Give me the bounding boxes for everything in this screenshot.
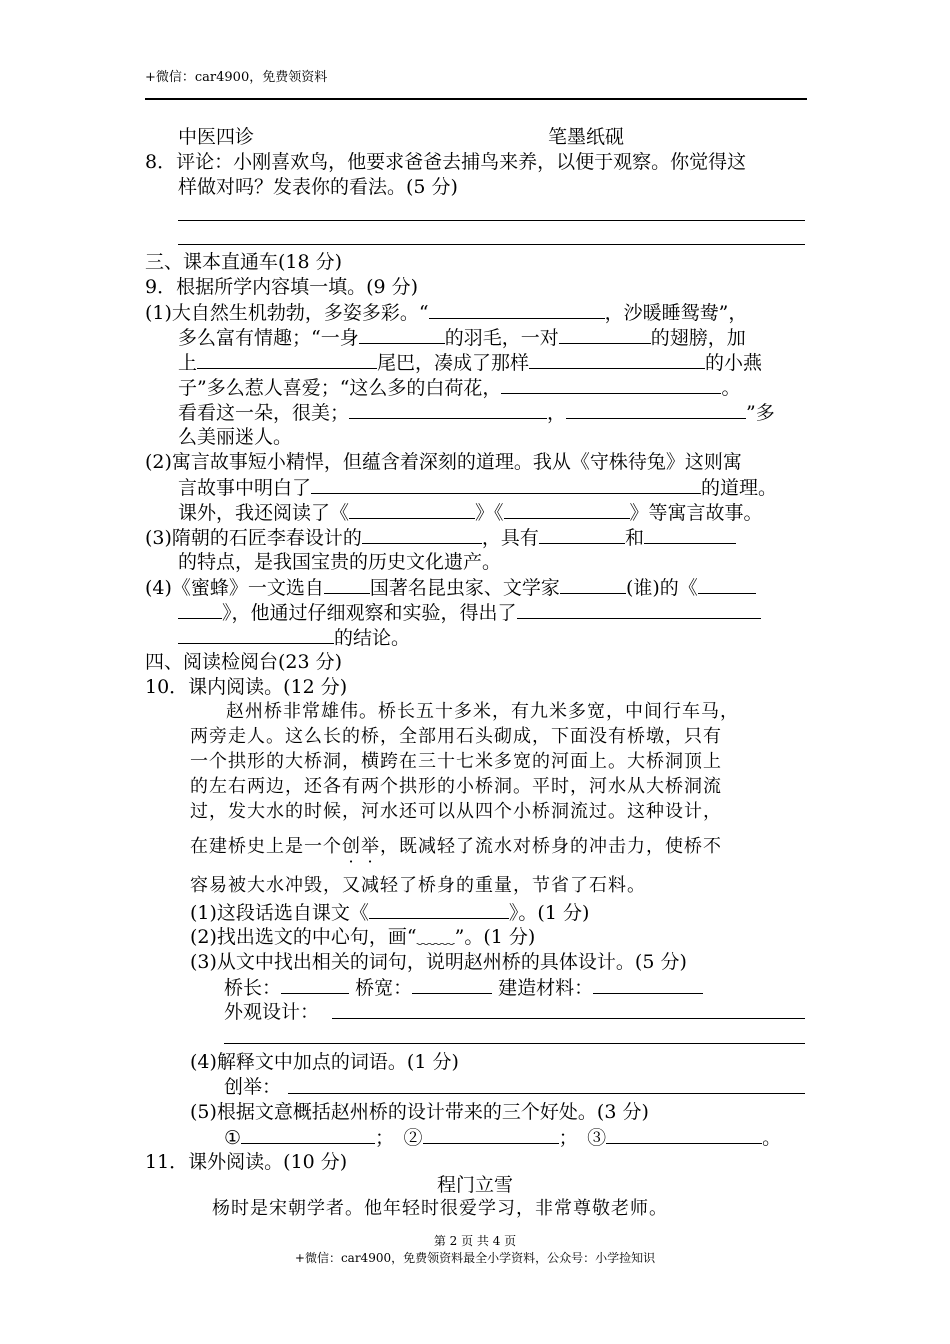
q9-p2-line3 <box>178 500 763 525</box>
q9-p1-line5 <box>178 400 775 425</box>
blank[interactable] <box>504 500 630 519</box>
q10-s3-look: 外观设计： <box>224 1001 320 1023</box>
passage-line-4: 的左右两边，还各有两个拱形的小桥洞。平时，河水从大桥洞流 <box>190 776 722 797</box>
text: 子”多么惹人喜爱；“这么多的白荷花， <box>178 377 502 399</box>
text: 的小燕 <box>705 352 763 374</box>
blank[interactable] <box>324 575 370 594</box>
sec4-title: 四、阅读检阅台(23 分) <box>145 651 343 673</box>
q9-p2-line1: (2)寓言故事短小精悍，但蕴含着深刻的道理。我从《守株待兔》这则寓 <box>145 451 742 473</box>
text: 》《 <box>475 502 504 524</box>
blank[interactable] <box>349 400 547 419</box>
blank[interactable] <box>241 1125 375 1144</box>
blank[interactable] <box>359 325 445 344</box>
text: ， <box>547 402 567 424</box>
text: 桥长： <box>224 977 282 999</box>
text: ； ③ <box>558 1127 607 1149</box>
q9-p1-line6: 么美丽迷人。 <box>178 426 293 448</box>
text: 和 <box>624 527 644 549</box>
footer-text: +微信：car4900，免费领资料最全小学资料，公众号：小学捡知识 <box>294 1251 656 1265</box>
q10-s3: (3)从文中找出相关的词句，说明赵州桥的具体设计。(5 分) <box>190 951 687 973</box>
length-blank[interactable] <box>281 975 349 994</box>
q9-p1-line4 <box>178 375 740 400</box>
q8-line2: 样做对吗？发表你的看法。(5 分) <box>178 176 458 198</box>
width-blank[interactable] <box>412 975 492 994</box>
look-blank-2 <box>224 1043 805 1044</box>
blank[interactable] <box>349 500 475 519</box>
word-blank <box>288 1093 805 1094</box>
dotted-char: 创 <box>342 836 361 857</box>
text: ① <box>224 1127 242 1149</box>
text: 的道理。 <box>701 477 778 499</box>
q10-s2: (2)找出选文的中心句，画“﹏﹏”。(1 分) <box>190 926 536 948</box>
q10-s5: (5)根据文意概括赵州桥的设计带来的三个好处。(3 分) <box>190 1101 649 1123</box>
material-blank[interactable] <box>593 975 703 994</box>
blank[interactable] <box>429 300 605 319</box>
q8-answer-line-1 <box>178 220 805 221</box>
blank[interactable] <box>501 375 721 394</box>
blank[interactable] <box>178 600 222 619</box>
passage-line-7: 容易被大水冲毁，又减轻了桥身的重量，节省了石料。 <box>190 875 646 896</box>
q9-p3-line1 <box>145 525 736 550</box>
q9-p1-line2 <box>178 325 746 350</box>
header-text: +微信：car4900，免费领资料 <box>145 70 328 85</box>
item-stationery: 笔墨纸砚 <box>548 126 625 148</box>
q10-intro: 10．课内阅读。(12 分) <box>145 676 348 698</box>
text: 在建桥史上是一个 <box>190 836 342 857</box>
header-rule <box>145 98 807 100</box>
blank[interactable] <box>698 575 756 594</box>
text: 。 <box>762 1127 782 1149</box>
blank[interactable] <box>517 600 761 619</box>
text: ”多 <box>746 402 775 424</box>
look-blank <box>332 1018 805 1019</box>
q10-s1 <box>190 900 589 925</box>
blank[interactable] <box>560 575 626 594</box>
q8-line1: 8．评论：小刚喜欢鸟，他要求爸爸去捕鸟来养，以便于观察。你觉得这 <box>145 151 747 173</box>
text: 尾巴，凑成了那样 <box>377 352 530 374</box>
passage-line-3: 一个拱形的大桥洞，横跨在三十七米多宽的河面上。大桥洞顶上 <box>190 751 722 772</box>
text: (4)《蜜蜂》一文选自 <box>145 577 324 599</box>
passage-line-1: 赵州桥非常雄伟。桥长五十多米，有九米多宽，中间行车马， <box>226 701 739 722</box>
blank[interactable] <box>362 525 482 544</box>
q9-p1-line1 <box>145 300 747 325</box>
q10-s4-word: 创举： <box>224 1076 282 1098</box>
q10-s4: (4)解释文中加点的词语。(1 分) <box>190 1051 459 1073</box>
text: (1)这段话选自课文《 <box>190 902 369 924</box>
q9-intro: 9．根据所学内容填一填。(9 分) <box>145 276 419 298</box>
text: (谁)的《 <box>625 577 698 599</box>
text: 》。(1 分) <box>508 902 590 924</box>
blank[interactable] <box>566 400 746 419</box>
text: 桥宽： <box>355 977 413 999</box>
q11-title: 程门立雪 <box>436 1174 513 1196</box>
q10-s3-fields <box>224 975 703 1000</box>
q9-p1-line3 <box>178 350 762 375</box>
blank[interactable] <box>529 350 705 369</box>
blank[interactable] <box>539 525 625 544</box>
text: 多么富有情趣；“一身 <box>178 327 359 349</box>
blank[interactable] <box>197 350 377 369</box>
blank[interactable] <box>606 1125 762 1144</box>
text: 上 <box>178 352 198 374</box>
text: 的羽毛，一对 <box>444 327 559 349</box>
q8-answer-line-2 <box>178 244 805 245</box>
q10-s5-answers <box>224 1125 781 1150</box>
text: 。 <box>721 377 741 399</box>
dotted-char: 举 <box>361 836 380 857</box>
text: ，具有 <box>481 527 539 549</box>
text: 》，他通过仔细观察和实验，得出了 <box>222 602 517 624</box>
text: 课外，我还阅读了《 <box>178 502 350 524</box>
footer-page: 第 2 页 共 4 页 <box>433 1234 517 1248</box>
passage-line-2: 两旁走人。这么长的桥，全部用石头砌成，下面没有桥墩，只有 <box>190 726 722 747</box>
blank[interactable] <box>311 475 701 494</box>
q9-p4-line2 <box>178 600 761 625</box>
blank[interactable] <box>369 900 509 919</box>
text: 看看这一朵，很美； <box>178 402 350 424</box>
q9-p3-line2: 的特点，是我国宝贵的历史文化遗产。 <box>178 551 502 573</box>
text: ，既减轻了流水对桥身的冲击力，使桥不 <box>380 836 722 857</box>
q11-intro: 11．课外阅读。(10 分) <box>145 1151 348 1173</box>
text: 国著名昆虫家、文学家 <box>369 577 560 599</box>
blank[interactable] <box>178 625 334 644</box>
sec3-title: 三、课本直通车(18 分) <box>145 251 343 273</box>
text: 言故事中明白了 <box>178 477 312 499</box>
q9-p4-line1 <box>145 575 756 600</box>
text: ； ② <box>375 1127 423 1149</box>
blank[interactable] <box>644 525 736 544</box>
passage-line-5: 过，发大水的时候，河水还可以从四个小桥洞流过。这种设计， <box>190 801 722 822</box>
q9-p4-line3 <box>178 625 410 650</box>
text: 》等寓言故事。 <box>629 502 763 524</box>
blank[interactable] <box>423 1125 559 1144</box>
passage-line-6 <box>190 835 722 859</box>
text: (3)隋朝的石匠李春设计的 <box>145 527 362 549</box>
item-tcm: 中医四诊 <box>178 126 255 148</box>
text: 建造材料： <box>498 977 594 999</box>
text: 的翅膀，加 <box>650 327 746 349</box>
blank[interactable] <box>559 325 651 344</box>
text: (1)大自然生机勃勃，多姿多彩。“ <box>145 302 429 324</box>
q11-line1: 杨时是宋朝学者。他年轻时很爱学习，非常尊敬老师。 <box>212 1198 668 1219</box>
text: ，沙暖睡鸳鸯”， <box>604 302 748 324</box>
text: 的结论。 <box>334 627 411 649</box>
q9-p2-line2 <box>178 475 777 500</box>
